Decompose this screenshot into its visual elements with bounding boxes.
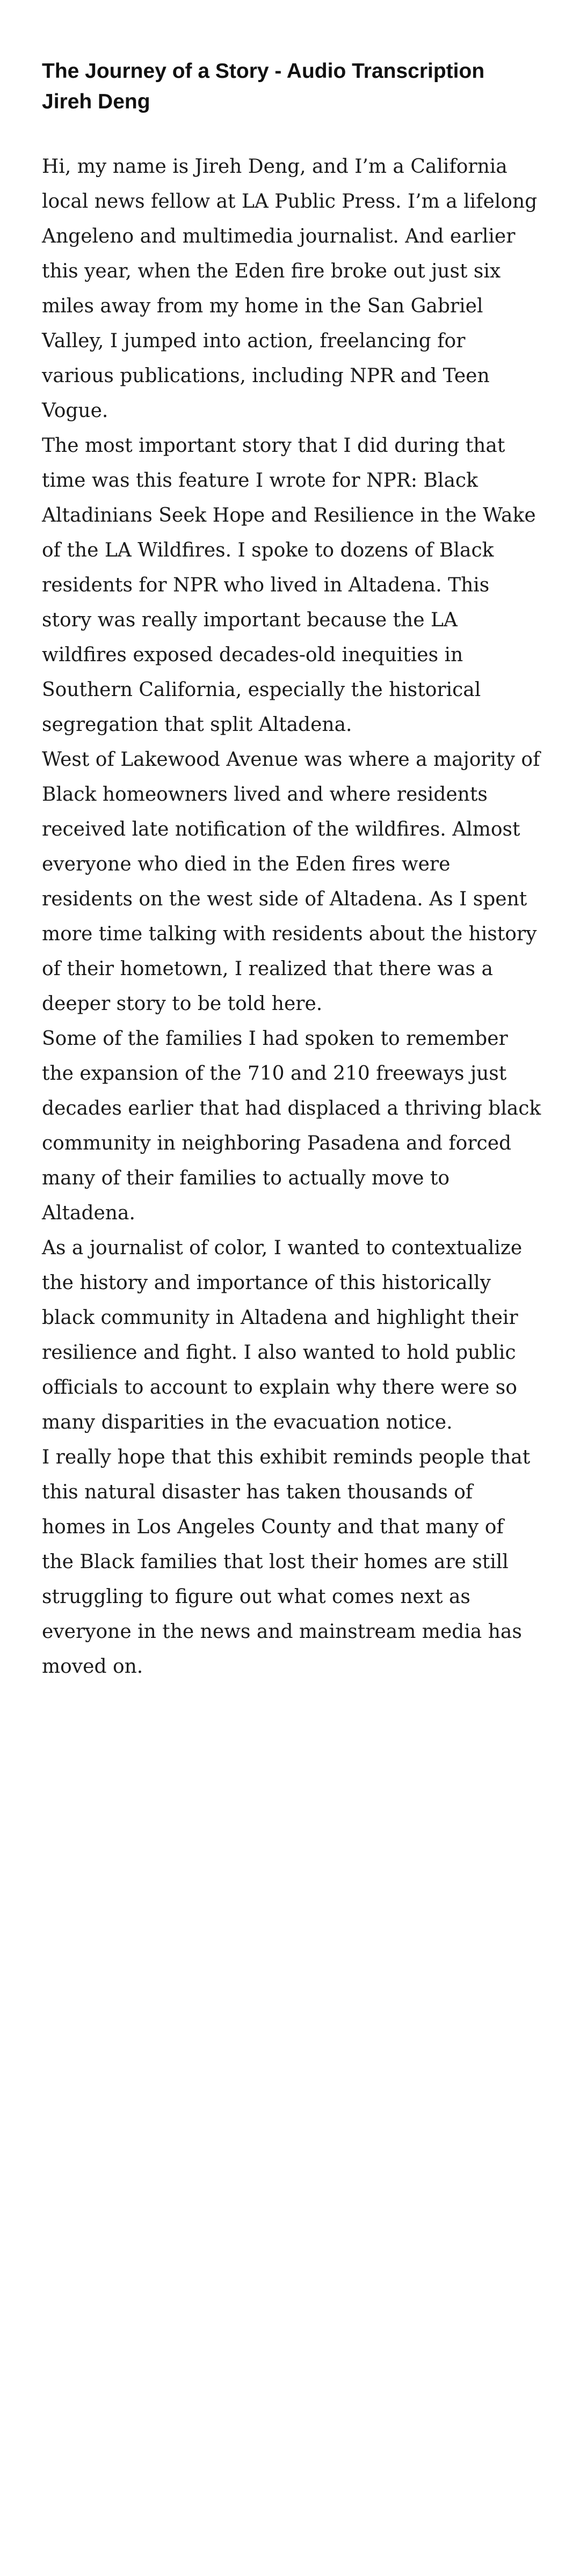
author-name: Jireh Deng: [42, 90, 150, 113]
transcript-paragraph: Hi, my name is Jireh Deng, and I’m a California local news fellow at LA Public Press. I’m a lifelong Angeleno and multimedia journalist. And earlier this year, when the Eden fire broke out just six miles away from my home in the San Gabriel Valley, I jumped into action, freelancing for various publications, including NPR and Teen Vogue.: [42, 156, 538, 422]
transcript-body: [42, 149, 541, 1684]
page-title: [42, 56, 541, 117]
transcript-paragraph: Some of the families I had spoken to remember the expansion of the 710 and 210 freeways just decades earlier that had displaced a thriving black community in neighboring Pasadena and forced many of their families to actually move to Altadena.: [42, 1028, 541, 1224]
transcript-paragraph: West of Lakewood Avenue was where a majority of Black homeowners lived and where residents received late notification of the wildfires. Almost everyone who died in the Eden fires were residents on the west side of Altadena. As I spent more time talking with residents about the history of their hometown, I realized that there was a deeper story to be told here.: [42, 749, 540, 1015]
title-line: The Journey of a Story - Audio Transcription: [42, 60, 485, 83]
document-page: [42, 56, 541, 1684]
transcript-paragraph: The most important story that I did during that time was this feature I wrote for NPR: Black Altadinians Seek Hope and Resilience in the Wake of the LA Wildfires. I spoke to dozens of Black residents for NPR who lived in Altadena. This story was really important because the LA wildfires exposed decades-old inequities in Southern California, especially the historical segregation that split Altadena.: [42, 435, 536, 736]
transcript-paragraph: I really hope that this exhibit reminds people that this natural disaster has taken thousands of homes in Los Angeles County and that many of the Black families that lost their homes are still struggling to figure out what comes next as everyone in the news and mainstream media has moved on.: [42, 1446, 531, 1678]
transcript-paragraph: As a journalist of color, I wanted to contextualize the history and importance of this historically black community in Altadena and highlight their resilience and fight. I also wanted to hold public officials to account to explain why there were so many disparities in the evacuation notice.: [42, 1237, 523, 1433]
